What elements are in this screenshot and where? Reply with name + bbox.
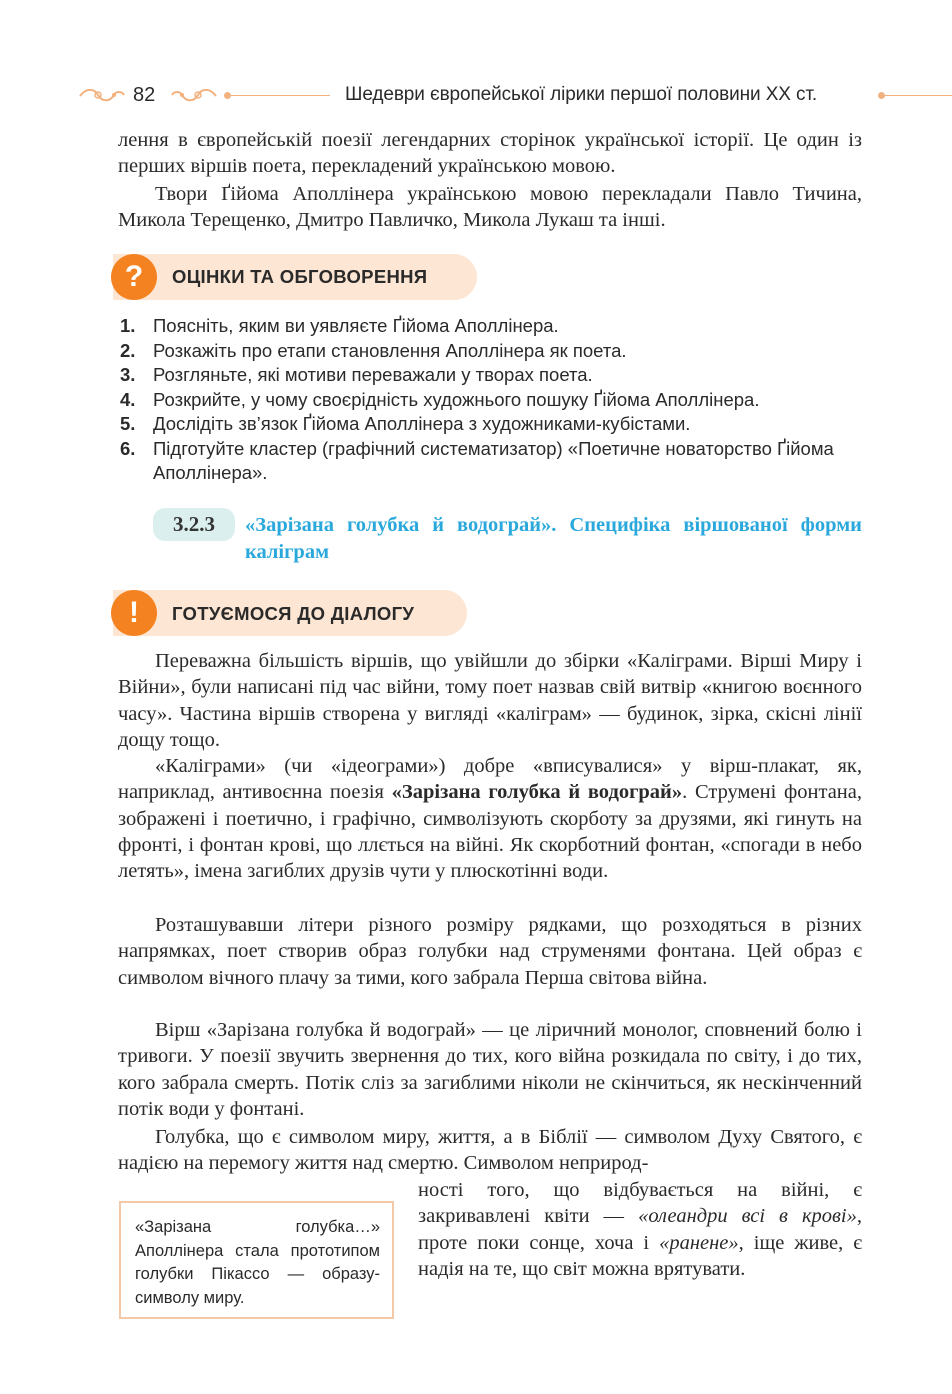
- question-mark-icon: ?: [111, 254, 157, 300]
- list-item: 4. Розкрийте, у чому своєрідність художнього пошуку Ґійома Аполлінера.: [120, 388, 760, 410]
- note-box: [119, 1201, 394, 1319]
- exclamation-icon: !: [111, 590, 157, 636]
- body-paragraph: Переважна більшість віршів, що увійшли до збірки «Каліграми. Вірші Миру і Війни», були написані під час війни, тому поет назвав свій витвір «книгою воєнного часу». Частина віршів створена у вигляді «каліграм» — будинок, зірка, скісні лінії дощу тощо.: [118, 650, 862, 751]
- body-paragraph: Розташувавши літери різного розміру рядками, що розходяться в різних напрямках, поет створив образ голубки над струменями фонтана. Цей образ є символом вічного плачу за тими, кого забрала Перша світова війна.: [118, 914, 862, 989]
- page-number: 82: [133, 84, 156, 106]
- list-item: 6. Підготуйте кластер (графічний систематизатор) «Поетичне новаторство Ґійома Аполлінера».: [120, 437, 834, 483]
- ornament-right-icon: [170, 86, 218, 104]
- ornament-left-icon: [78, 86, 126, 104]
- section-number: 3.2.3: [153, 508, 235, 541]
- list-item: 3. Розгляньте, які мотиви переважали у творах поета.: [120, 364, 593, 385]
- header-rule: [230, 95, 330, 96]
- note-text: «Зарізана голубка…» Аполлінера стала прототипом голубки Пікассо — образу-символу миру.: [135, 1218, 380, 1307]
- header-rule: [884, 95, 952, 96]
- chapter-title: Шедеври європейської лірики першої половини XX ст.: [345, 84, 818, 105]
- intro-paragraph: лення в європейській поезії легендарних сторінок української історії. Це один із перших віршів поета, перекладений українською мовою.: [118, 129, 862, 178]
- question-list: [118, 314, 868, 486]
- intro-paragraph: Твори Ґійома Аполлінера українською мовою перекладали Павло Тичина, Микола Терещенко, Дмитро Павличко, Микола Лукаш та інші.: [118, 183, 862, 232]
- list-item: 2. Розкажіть про етапи становлення Аполлінера як поета.: [120, 339, 627, 361]
- page-header: [0, 78, 952, 112]
- list-item: 5. Дослідіть зв’язок Ґійома Аполлінера з художниками-кубістами.: [120, 413, 691, 434]
- body-paragraph: «Каліграми» (чи «ідеограми») добре «вписувалися» у вірш-плакат, як, наприклад, антивоєнна поезія «Зарізана голубка й водограй». Струмені фонтана, зображені і поетично, і графічно, символізують скорботу за друзями, які гинуть на фронті, і фонтан крові, що ллється на війні. Як скорботний фонтан, «спогади в небо летять», імена загиблих друзів чути у плюскотінні води.: [118, 755, 862, 883]
- dialogue-title: ГОТУЄМОСЯ ДО ДІАЛОГУ: [172, 603, 415, 624]
- body-paragraph: Голубка, що є символом миру, життя, а в Біблії — символом Духу Святого, є надією на перемогу життя над смертю. Символом неприрод-: [118, 1126, 862, 1175]
- section-heading: «Зарізана голубка й водограй». Специфіка віршованої форми каліграм: [245, 514, 862, 563]
- assessment-title: ОЦІНКИ ТА ОБГОВОРЕННЯ: [172, 266, 428, 287]
- poem-title: «Зарізана голубка й водограй»: [391, 781, 683, 804]
- body-paragraph: ності того, що відбувається на війні, є закривавлені квіти — «олеандри всі в крові», проте поки сонце, хоча і «ранене», іще живе, є надія на те, що світ можна врятувати.: [418, 1179, 863, 1280]
- body-paragraph: Вірш «Зарізана голубка й водограй» — це ліричний монолог, сповнений болю і тривоги. У поезії звучить звернення до тих, кого війна розкидала по світу, і до тих, кого забрала смерть. Потік сліз за загиблими ніколи не скінчиться, як нескінченний потік води у фонтані.: [118, 1019, 862, 1120]
- list-item: 1. Поясніть, яким ви уявляєте Ґійома Аполлінера.: [120, 315, 559, 336]
